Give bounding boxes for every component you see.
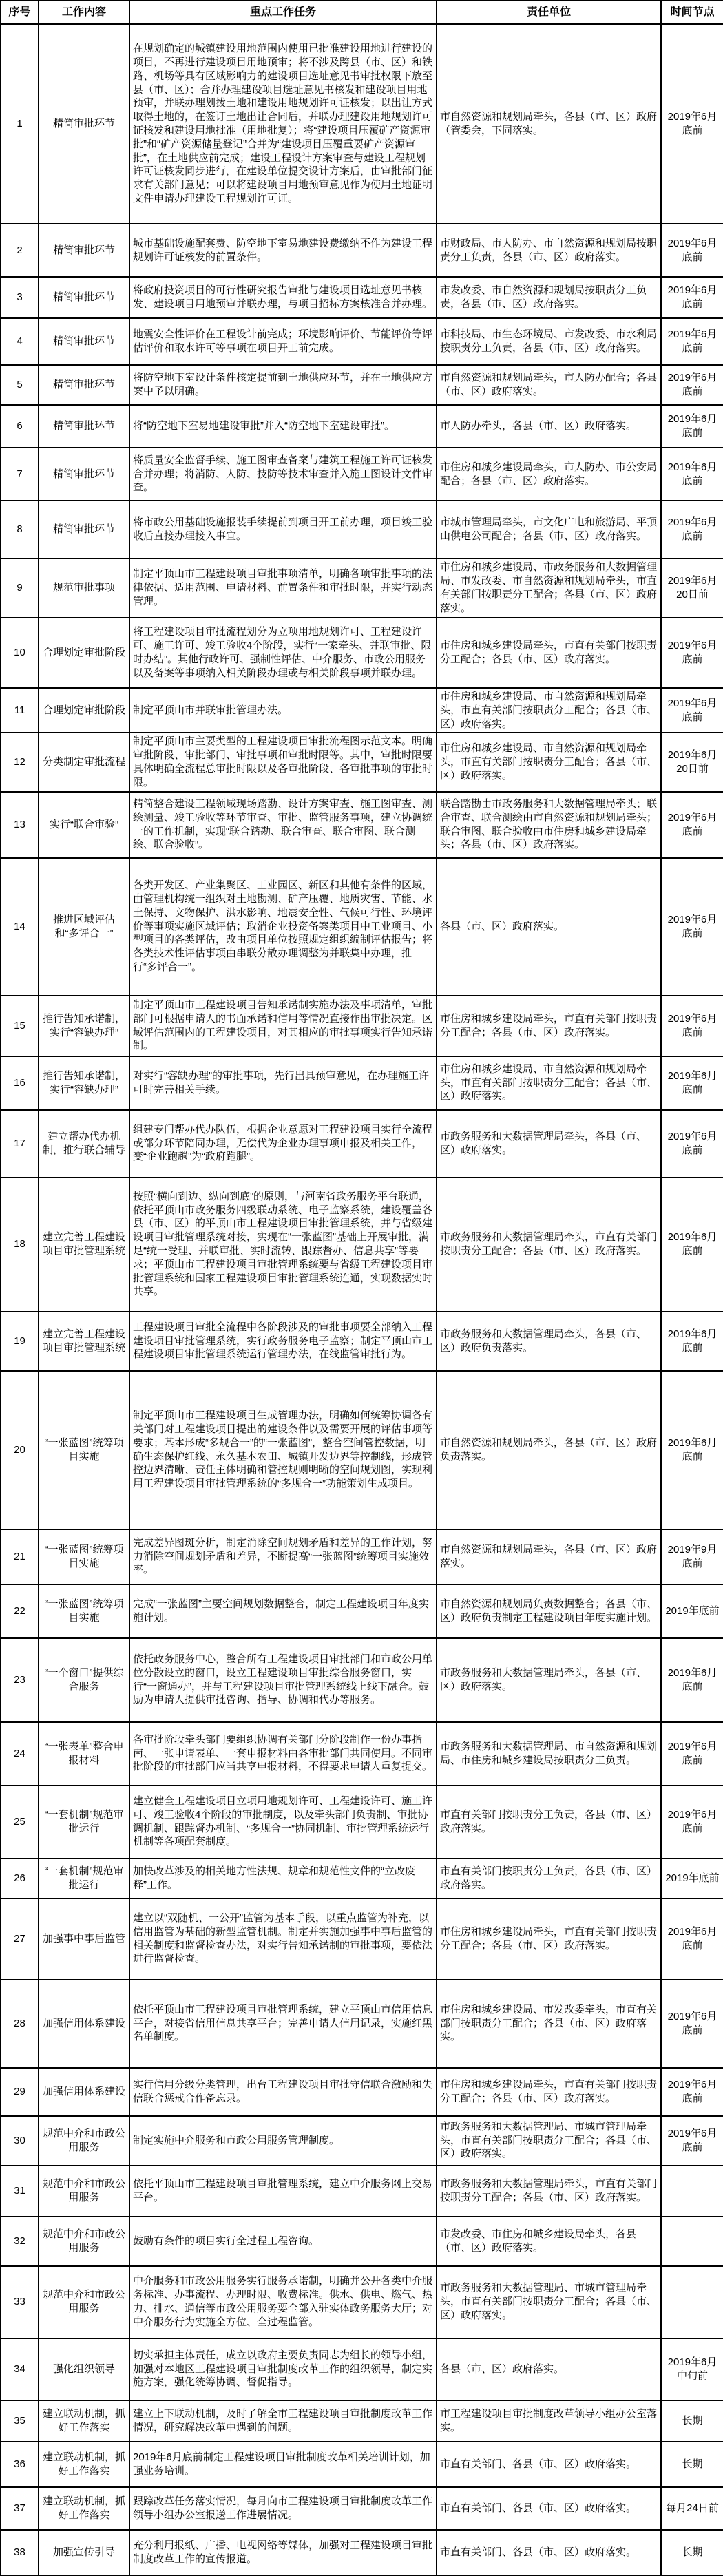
row-number-cell: 26 <box>1 1858 39 1898</box>
time-cell: 2019年9月底前 <box>661 1529 723 1584</box>
row-number-cell: 18 <box>1 1177 39 1312</box>
unit-cell: 市政务服务和大数据管理局牵头，各县（市、区）政府落实。 <box>437 1110 661 1177</box>
unit-cell: 市住房和城乡建设局牵头，市直有关部门按职责分工配合；各县（市、区）政府落实。 <box>437 618 661 688</box>
column-header-unit: 责任单位 <box>437 1 661 24</box>
row-number-cell: 15 <box>1 996 39 1056</box>
time-cell: 2019年6月底前 <box>661 1786 723 1858</box>
table-row <box>1 1371 723 1529</box>
work-content-cell: 精简审批环节 <box>39 318 129 365</box>
unit-cell: 市政务服务和大数据管理局牵头，市直有关部门按职责分工配合；各县（市、区）政府落实。 <box>437 2166 661 2217</box>
unit-cell: 市工程建设项目审批制度改革领导小组办公室落实。 <box>437 2400 661 2442</box>
task-cell: 充分利用报纸、广播、电视网络等媒体，加强对工程建设项目审批制度改革工作的宣传报道。 <box>129 2530 437 2575</box>
unit-cell: 市住房和城乡建设局、市政务服务和大数据管理局、市发改委、市自然资源和规划局牵头，市直有关部门按职责分工配合；各县（市、区）政府落实。 <box>437 558 661 618</box>
table-body <box>1 24 723 2575</box>
column-header-number: 序号 <box>1 1 39 24</box>
unit-cell: 市住房和城乡建设局牵头，市直有关部门按职责分工配合；各县（市、区）政府落实。 <box>437 996 661 1056</box>
table-row <box>1 2338 723 2400</box>
task-cell: 对实行“容缺办理”的审批事项，先行出具预审意见，在办理施工许可时完善相关手续。 <box>129 1056 437 1110</box>
unit-cell: 市住房和城乡建设局、市自然资源和规划局牵头，市直有关部门按职责分工配合；各县（市、区）政府落实。 <box>437 688 661 733</box>
column-header-time: 时间节点 <box>661 1 723 24</box>
row-number-cell: 17 <box>1 1110 39 1177</box>
table-row <box>1 448 723 501</box>
time-cell: 2019年6月底前 <box>661 1898 723 1980</box>
task-cell: 制定实施中介服务和市政公用服务管理制度。 <box>129 2116 437 2166</box>
table-row <box>1 1722 723 1786</box>
work-content-cell: 精简审批环节 <box>39 224 129 277</box>
work-content-cell: 规范中介和市政公用服务 <box>39 2266 129 2338</box>
row-number-cell: 23 <box>1 1638 39 1722</box>
unit-cell: 市住房和城乡建设局牵头，市人防办、市公安局配合；各县（市、区）政府落实。 <box>437 448 661 501</box>
task-cell: 按照“横向到边、纵向到底”的原则，与河南省政务服务平台联通，依托平顶山市政务服务四级联动系统、电子监察系统，建设覆盖各县（市、区）的平顶山市工程建设项目审批管理系统，并与省级建设项目审批管理系统对接，实现在“一张蓝图”基础上开展审批，满足“统一受理、并联审批、实时流转、跟踪督办、信息共享”等要求；平顶山市工程建设项目审批管理系统要与省级工程建设项目审批管理系统和国家工程建设项目审批管理系统连通，实现数据实时共享。 <box>129 1177 437 1312</box>
work-content-cell: 加强宣传引导 <box>39 2530 129 2575</box>
row-number-cell: 7 <box>1 448 39 501</box>
task-cell: 中介服务和市政公用服务实行服务承诺制，明确并公开各类中介服务标准、办事流程、办理时限、收费标准。供水、供电、燃气、热力、排水、通信等市政公用服务要全部入驻实体政务服务大厅；对中介服务行为实施全方位、全过程监管。 <box>129 2266 437 2338</box>
table-row <box>1 792 723 858</box>
time-cell: 2019年6月底前 <box>661 1638 723 1722</box>
row-number-cell: 2 <box>1 224 39 277</box>
table-row <box>1 733 723 791</box>
unit-cell: 市住房和城乡建设局、市发改委牵头，市直有关部门按职责分工配合；各县（市、区）政府落实。 <box>437 1980 661 2068</box>
row-number-cell: 32 <box>1 2217 39 2266</box>
unit-cell: 各县（市、区）政府落实。 <box>437 2338 661 2400</box>
time-cell: 2019年6月底前 <box>661 501 723 558</box>
table-row <box>1 1312 723 1371</box>
row-number-cell: 19 <box>1 1312 39 1371</box>
table-row <box>1 1177 723 1312</box>
time-cell: 2019年6月底前 <box>661 1056 723 1110</box>
table-row <box>1 318 723 365</box>
time-cell <box>661 2217 723 2266</box>
task-cell: 制定平顶山市并联审批管理办法。 <box>129 688 437 733</box>
row-number-cell: 34 <box>1 2338 39 2400</box>
unit-cell: 市直有关部门、各县（市、区）政府落实。 <box>437 2442 661 2487</box>
unit-cell: 市政务服务和大数据管理局、市城市管理局牵头，市直有关部门按职责分工配合；各县（市、区）政府落实。 <box>437 2266 661 2338</box>
unit-cell: 市直有关部门按职责分工负责，各县（市、区）政府落实。 <box>437 1858 661 1898</box>
time-cell: 2019年6月底前 <box>661 1110 723 1177</box>
time-cell <box>661 2166 723 2217</box>
table-row <box>1 224 723 277</box>
table-row <box>1 996 723 1056</box>
table-row <box>1 2116 723 2166</box>
unit-cell: 市住房和城乡建设局、市自然资源和规划局牵头，市直有关部门按职责分工配合；各县（市、区）政府落实。 <box>437 733 661 791</box>
task-cell: 切实承担主体责任，成立以政府主要负责同志为组长的领导小组，加强对本地区工程建设项目审批制度改革工作的组织领导，制定实施方案，强化统筹协调、督促指导。 <box>129 2338 437 2400</box>
unit-cell: 市政务服务和大数据管理局牵头，各县（市、区）政府落实。 <box>437 1638 661 1722</box>
table-row <box>1 365 723 405</box>
work-content-cell: 推行告知承诺制，实行“容缺办理” <box>39 1056 129 1110</box>
time-cell: 2019年6月底前 <box>661 1980 723 2068</box>
table-row <box>1 1638 723 1722</box>
work-content-cell: 合理划定审批阶段 <box>39 688 129 733</box>
unit-cell: 市政务服务和大数据管理局牵头，各县（市、区）政府负责落实。 <box>437 1312 661 1371</box>
work-content-cell: 规范审批事项 <box>39 558 129 618</box>
time-cell: 2019年底前 <box>661 1584 723 1638</box>
unit-cell: 联合踏勘由市政务服务和大数据管理局牵头；联合审查、联合测绘由市自然资源和规划局牵头；联合审图、联合验收由市住房和城乡建设局牵头；各县（市、区）政府落实。 <box>437 792 661 858</box>
time-cell: 2019年6月底前 <box>661 224 723 277</box>
task-cell: 将市政公用基础设施报装手续提前到项目开工前办理，项目竣工验收后直接办理接入事宜。 <box>129 501 437 558</box>
table-row <box>1 1584 723 1638</box>
time-cell: 长期 <box>661 2530 723 2575</box>
task-cell: 将工程建设项目审批流程划分为立项用地规划许可、工程建设许可、施工许可、竣工验收4个阶段，实行“一家牵头、并联审批、限时办结”。其他行政许可、强制性评估、中介服务、市政公用服务以及备案等事项纳入相关阶段办理或与相关阶段事项并联办理。 <box>129 618 437 688</box>
table-row <box>1 2266 723 2338</box>
table-row <box>1 1858 723 1898</box>
row-number-cell: 16 <box>1 1056 39 1110</box>
column-header-task: 重点工作任务 <box>129 1 437 24</box>
task-cell: 鼓励有条件的项目实行全过程工程咨询。 <box>129 2217 437 2266</box>
time-cell: 2019年6月底前 <box>661 2068 723 2116</box>
time-cell: 2019年底前 <box>661 1858 723 1898</box>
unit-cell: 市发改委、市自然资源和规划局按职责分工负责，各县（市、区）政府落实。 <box>437 277 661 318</box>
time-cell: 2019年6月底前 <box>661 1371 723 1529</box>
unit-cell: 市自然资源和规划局负责数据整合；各县（市、区）政府负责制定工程建设项目年度实施计划。 <box>437 1584 661 1638</box>
row-number-cell: 30 <box>1 2116 39 2166</box>
work-content-cell: 建立帮办代办机制，推行联合辅导 <box>39 1110 129 1177</box>
row-number-cell: 38 <box>1 2530 39 2575</box>
time-cell: 2019年6月底前 <box>661 1177 723 1312</box>
table-row <box>1 24 723 224</box>
row-number-cell: 31 <box>1 2166 39 2217</box>
row-number-cell: 3 <box>1 277 39 318</box>
table-row <box>1 688 723 733</box>
work-content-cell: 建立完善工程建设项目审批管理系统 <box>39 1177 129 1312</box>
table-row <box>1 405 723 448</box>
table-row <box>1 1056 723 1110</box>
task-cell: 制定平顶山市工程建设项目审批事项清单，明确各项审批事项的法律依据、适用范围、申请材料、前置条件和审批时限，并实行动态管理。 <box>129 558 437 618</box>
task-cell: 将质量安全监督手续、施工图审查备案与建筑工程施工许可证核发合并办理；将消防、人防、技防等技术审查并入施工图设计文件审查。 <box>129 448 437 501</box>
row-number-cell: 11 <box>1 688 39 733</box>
unit-cell: 市自然资源和规划局牵头，市人防办配合；各县（市、区）政府落实。 <box>437 365 661 405</box>
unit-cell: 市住房和城乡建设局牵头，市直有关部门按职责分工配合；各县（市、区）政府落实。 <box>437 2068 661 2116</box>
work-content-cell: 建立联动机制，抓好工作落实 <box>39 2487 129 2530</box>
task-cell: 建立上下联动机制，及时了解全市工程建设项目审批制度改革工作情况，研究解决改革中遇到的问题。 <box>129 2400 437 2442</box>
unit-cell: 市住房和城乡建设局牵头，市直有关部门按职责分工配合；各县（市、区）政府落实。 <box>437 1898 661 1980</box>
unit-cell: 市政务服务和大数据管理局牵头，市直有关部门按职责分工配合；各县（市、区）政府落实。 <box>437 1177 661 1312</box>
table-row <box>1 2068 723 2116</box>
row-number-cell: 27 <box>1 1898 39 1980</box>
row-number-cell: 37 <box>1 2487 39 2530</box>
work-content-cell: “一张蓝图”统筹项目实施 <box>39 1529 129 1584</box>
work-content-cell: 规范中介和市政公用服务 <box>39 2116 129 2166</box>
row-number-cell: 6 <box>1 405 39 448</box>
work-content-cell: 加强信用体系建设 <box>39 1980 129 2068</box>
time-cell: 2019年6月20日前 <box>661 558 723 618</box>
unit-cell: 市直有关部门、各县（市、区）政府落实。 <box>437 2487 661 2530</box>
time-cell <box>661 2266 723 2338</box>
work-content-cell: 规范中介和市政公用服务 <box>39 2166 129 2217</box>
row-number-cell: 13 <box>1 792 39 858</box>
unit-cell: 市人防办牵头，各县（市、区）政府落实。 <box>437 405 661 448</box>
unit-cell: 市财政局、市人防办、市自然资源和规划局按职责分工负责，各县（市、区）政府落实。 <box>437 224 661 277</box>
work-content-cell: “一套机制”规范审批运行 <box>39 1786 129 1858</box>
row-number-cell: 36 <box>1 2442 39 2487</box>
work-content-cell: 精简审批环节 <box>39 24 129 224</box>
task-cell: 完成差异图斑分析，制定消除空间规划矛盾和差异的工作计划，努力消除空间规划矛盾和差异，不断提高“一张蓝图”统筹项目实施效率。 <box>129 1529 437 1584</box>
unit-cell: 市自然资源和规划局牵头，各县（市、区）政府（管委会，下同落实。 <box>437 24 661 224</box>
table-row <box>1 558 723 618</box>
task-cell: 制定平顶山市工程建设项目告知承诺制实施办法及事项清单，审批部门可根据申请人的书面承诺和信用等情况直接作出审批决定。区域评估范围内的工程建设项目，对其相应的审批事项实行告知承诺制。 <box>129 996 437 1056</box>
task-cell: 各审批阶段牵头部门要组织协调有关部门分阶段制作一份办事指南、一张申请表单、一套申报材料由各审批部门共同使用。不同审批阶段的审批部门应当共享申报材料，不得要求申请人重复提交。 <box>129 1722 437 1786</box>
task-cell: 工程建设项目审批全流程中各阶段涉及的审批事项要全部纳入工程建设项目审批管理系统，实行政务服务电子监察；制定平顶山市工程建设项目审批管理系统运行管理办法，在线监管审批行为。 <box>129 1312 437 1371</box>
work-content-cell: 推行告知承诺制，实行“容缺办理” <box>39 996 129 1056</box>
task-cell: 在规划确定的城镇建设用地范围内使用已批准建设用地进行建设的项目，不再进行建设项目用地预审；将不涉及跨县（市、区）和铁路、机场等具有区域影响力的建设项目选址意见书审批权限下放至县（市、区）；合并办理建设项目选址意见书核发和建设项目用地预审，并联办理划拨土地和建设用地规划许可证核发；以出让方式取得土地的，在签订土地出让合同后，并联办理建设用地规划许可证核发和建设用地批准（用地批复）；将“建设项目压覆矿产资源审批”和“矿产资源储量登记”合并为“建设项目压覆重要矿产资源审批”，在土地供应前完成；建设工程设计方案审查与建设工程规划许可证核发同步进行，在建设单位提交设计方案后，由审批部门征求有关部门意见；可以将建设项目用地预审意见作为使用土地证明文件申请办理建设工程规划许可证。 <box>129 24 437 224</box>
task-cell: 实行信用分级分类管理，出台工程建设项目审批守信联合激励和失信联合惩戒合作备忘录。 <box>129 2068 437 2116</box>
task-cell: 将“防空地下室易地建设审批”并入“防空地下室建设审批”。 <box>129 405 437 448</box>
task-cell: 依托政务服务中心，整合所有工程建设项目审批部门和市政公用单位分散设立的窗口，设立工程建设项目审批综合服务窗口，实行“一窗通办”，并与工程建设项目审批管理系统线上线下融合。鼓励为申请人提供审批咨询、指导、协调和代办等服务。 <box>129 1638 437 1722</box>
row-number-cell: 4 <box>1 318 39 365</box>
time-cell: 2019年6月底前 <box>661 792 723 858</box>
table-row <box>1 1110 723 1177</box>
unit-cell: 各县（市、区）政府落实。 <box>437 858 661 996</box>
work-content-cell: 精简审批环节 <box>39 277 129 318</box>
column-header-content: 工作内容 <box>39 1 129 24</box>
work-content-cell: 合理划定审批阶段 <box>39 618 129 688</box>
work-content-cell: 实行“联合审验” <box>39 792 129 858</box>
row-number-cell: 14 <box>1 858 39 996</box>
time-cell: 长期 <box>661 2442 723 2487</box>
work-content-cell: 精简审批环节 <box>39 405 129 448</box>
task-cell: 制定平顶山市主要类型的工程建设项目审批流程图示范文本。明确审批阶段、审批部门、审批事项和审批时限等。其中，审批时限要具体明确全流程总审批时限以及各审批阶段、各审批事项的审批时限。 <box>129 733 437 791</box>
row-number-cell: 20 <box>1 1371 39 1529</box>
unit-cell: 市住房和城乡建设局、市自然资源和规划局牵头，市直有关部门按职责分工配合；各县（市、区）政府落实。 <box>437 1056 661 1110</box>
work-content-cell: “一张表单”整合申报材料 <box>39 1722 129 1786</box>
table-row <box>1 2217 723 2266</box>
table-row <box>1 277 723 318</box>
row-number-cell: 12 <box>1 733 39 791</box>
row-number-cell: 29 <box>1 2068 39 2116</box>
time-cell: 2019年6月底前 <box>661 618 723 688</box>
work-content-cell: 推进区域评估和“多评合一” <box>39 858 129 996</box>
table-row <box>1 1898 723 1980</box>
row-number-cell: 33 <box>1 2266 39 2338</box>
work-content-cell: 精简审批环节 <box>39 501 129 558</box>
work-content-cell: “一个窗口”提供综合服务 <box>39 1638 129 1722</box>
time-cell: 2019年6月底前 <box>661 405 723 448</box>
work-content-cell: 建立完善工程建设项目审批管理系统 <box>39 1312 129 1371</box>
time-cell: 2019年6月底前 <box>661 2116 723 2166</box>
task-cell: 将防空地下室设计条件核定提前到土地供应环节，并在土地供应方案中予以明确。 <box>129 365 437 405</box>
task-cell: 建立以“双随机、一公开”监管为基本手段，以重点监管为补充，以信用监管为基础的新型监管机制。制定并实施加强事中事后监管的相关制度和监督检查办法，对实行告知承诺制的审批事项，要依法进行监督检查。 <box>129 1898 437 1980</box>
row-number-cell: 21 <box>1 1529 39 1584</box>
task-cell: 地震安全性评价在工程设计前完成；环境影响评价、节能评价等评估评价和取水许可等事项在项目开工前完成。 <box>129 318 437 365</box>
time-cell: 2019年6月底前 <box>661 365 723 405</box>
table-row <box>1 618 723 688</box>
time-cell: 2019年6月底前 <box>661 277 723 318</box>
work-content-cell: 精简审批环节 <box>39 365 129 405</box>
work-content-cell: 建立联动机制，抓好工作落实 <box>39 2442 129 2487</box>
task-cell: 依托平顶山市工程建设项目审批管理系统，建立平顶山市信用信息平台，对接省信用信息共享平台；完善申请人信用记录，实施红黑名单制度。 <box>129 1980 437 2068</box>
task-cell: 依托平顶山市工程建设项目审批管理系统，建立中介服务网上交易平台。 <box>129 2166 437 2217</box>
table-row <box>1 858 723 996</box>
time-cell: 2019年6月底前 <box>661 688 723 733</box>
work-content-cell: 强化组织领导 <box>39 2338 129 2400</box>
table-row <box>1 501 723 558</box>
time-cell: 2019年6月20日前 <box>661 733 723 791</box>
row-number-cell: 1 <box>1 24 39 224</box>
row-number-cell: 28 <box>1 1980 39 2068</box>
table-row <box>1 2530 723 2575</box>
table-row <box>1 2166 723 2217</box>
task-cell: 城市基础设施配套费、防空地下室易地建设费缴纳不作为建设工程规划许可证核发的前置条件。 <box>129 224 437 277</box>
row-number-cell: 35 <box>1 2400 39 2442</box>
task-cell: 加快改革涉及的相关地方性法规、规章和规范性文件的“立改废释”工作。 <box>129 1858 437 1898</box>
work-content-cell: “一张蓝图”统筹项目实施 <box>39 1584 129 1638</box>
unit-cell: 市城市管理局牵头，市文化广电和旅游局、平顶山供电公司配合；各县（市、区）政府落实。 <box>437 501 661 558</box>
time-cell: 2019年6月底前 <box>661 996 723 1056</box>
row-number-cell: 9 <box>1 558 39 618</box>
table-row <box>1 2442 723 2487</box>
time-cell: 2019年6月底前 <box>661 24 723 224</box>
table-row <box>1 1529 723 1584</box>
work-content-cell: 建立联动机制，抓好工作落实 <box>39 2400 129 2442</box>
unit-cell: 市发改委、市住房和城乡建设局牵头，各县（市、区）政府落实。 <box>437 2217 661 2266</box>
unit-cell: 市自然资源和规划局牵头，各县（市、区）政府负责落实。 <box>437 1371 661 1529</box>
time-cell: 2019年6月底前 <box>661 318 723 365</box>
task-cell: 建立健全工程建设项目立项用地规划许可、工程建设许可、施工许可、竣工验收4个阶段的审批制度，以及牵头部门负责制、审批协调机制、跟踪督办机制、“多规合一”协同机制、审批管理系统运行机制等各项配套制度。 <box>129 1786 437 1858</box>
work-content-cell: “一张蓝图”统筹项目实施 <box>39 1371 129 1529</box>
time-cell: 2019年6月底前 <box>661 1312 723 1371</box>
work-content-cell: “一套机制”规范审批运行 <box>39 1858 129 1898</box>
row-number-cell: 24 <box>1 1722 39 1786</box>
task-cell: 2019年6月底前制定工程建设项目审批制度改革相关培训计划，加强业务培训。 <box>129 2442 437 2487</box>
table-row <box>1 2400 723 2442</box>
row-number-cell: 5 <box>1 365 39 405</box>
row-number-cell: 22 <box>1 1584 39 1638</box>
time-cell: 每月24日前 <box>661 2487 723 2530</box>
task-cell: 各类开发区、产业集聚区、工业园区、新区和其他有条件的区域，由管理机构统一组织对土地勘测、矿产压覆、地质灾害、节能、水土保持、文物保护、洪水影响、地震安全性、气候可行性、环境评价等事项实施区域评估；取消企业投资备案类项目中工业项目、小型项目的各类评估，改由项目单位按照规定组织编制评估报告；将各类技术性评估事项由串联分散办理调整为并联集中办理，推行“多评合一”。 <box>129 858 437 996</box>
header-row <box>1 1 723 24</box>
work-content-cell: 分类制定审批流程 <box>39 733 129 791</box>
row-number-cell: 25 <box>1 1786 39 1858</box>
work-content-cell: 加强事中事后监管 <box>39 1898 129 1980</box>
task-cell: 制定平顶山市工程建设项目生成管理办法，明确如何统筹协调各有关部门对工程建设项目提出的建设条件以及需要开展的评估事项等要求；基本形成“多规合一”的“一张蓝图”，整合空间管控数据，明确生态保护红线、永久基本农田、城镇开发边界等控制线，形成管控边界清晰、责任主体明确和管控规则明晰的空间规划图，实现利用工程建设项目审批管理系统的“多规合一”功能策划生成项目。 <box>129 1371 437 1529</box>
task-cell: 组建专门帮办代办队伍，根据企业意愿对工程建设项目实行全流程或部分环节陪同办理，无偿代为企业办理事项申报及相关工作，变“企业跑趟”为“政府跑腿”。 <box>129 1110 437 1177</box>
work-content-cell: 加强信用体系建设 <box>39 2068 129 2116</box>
task-cell: 将政府投资项目的可行性研究报告审批与建设项目选址意见书核发、建设项目用地预审并联办理，与项目招标方案核准合并办理。 <box>129 277 437 318</box>
row-number-cell: 10 <box>1 618 39 688</box>
unit-cell: 市自然资源和规划局牵头，各县（市、区）政府落实。 <box>437 1529 661 1584</box>
task-cell: 完成“一张蓝图”主要空间规划数据整合，制定工程建设项目年度实施计划。 <box>129 1584 437 1638</box>
work-content-cell: 规范中介和市政公用服务 <box>39 2217 129 2266</box>
table-row <box>1 1980 723 2068</box>
time-cell: 长期 <box>661 2400 723 2442</box>
task-cell: 跟踪改革任务落实情况，每月向市工程建设项目审批制度改革工作领导小组办公室报送工作进展情况。 <box>129 2487 437 2530</box>
unit-cell: 市直有关部门、各县（市、区）政府落实。 <box>437 2530 661 2575</box>
unit-cell: 市科技局、市生态环境局、市发改委、市水利局按职责分工负责，各县（市、区）政府落实。 <box>437 318 661 365</box>
work-content-cell: 精简审批环节 <box>39 448 129 501</box>
unit-cell: 市政务服务和大数据管理局、市城市管理局牵头，市直有关部门按职责分工配合；各县（市、区）政府落实。 <box>437 2116 661 2166</box>
table-row <box>1 1786 723 1858</box>
time-cell: 2019年6月底前 <box>661 448 723 501</box>
unit-cell: 市政务服务和大数据管理局、市自然资源和规划局、市住房和城乡建设局按职责分工负责。 <box>437 1722 661 1786</box>
row-number-cell: 8 <box>1 501 39 558</box>
time-cell: 2019年6月底前 <box>661 858 723 996</box>
task-cell: 精简整合建设工程领域现场踏勘、设计方案审查、施工图审查、测绘测量、竣工验收等环节审查、审批、监管服务事项，建立协调统一的工作机制，实现“联合踏勘、联合审查、联合审图、联合测绘、联合验收”。 <box>129 792 437 858</box>
time-cell: 2019年6月底前 <box>661 1722 723 1786</box>
table-row <box>1 2487 723 2530</box>
time-cell: 2019年6月中旬前 <box>661 2338 723 2400</box>
unit-cell: 市直有关部门按职责分工负责，各县（市、区）政府落实。 <box>437 1786 661 1858</box>
